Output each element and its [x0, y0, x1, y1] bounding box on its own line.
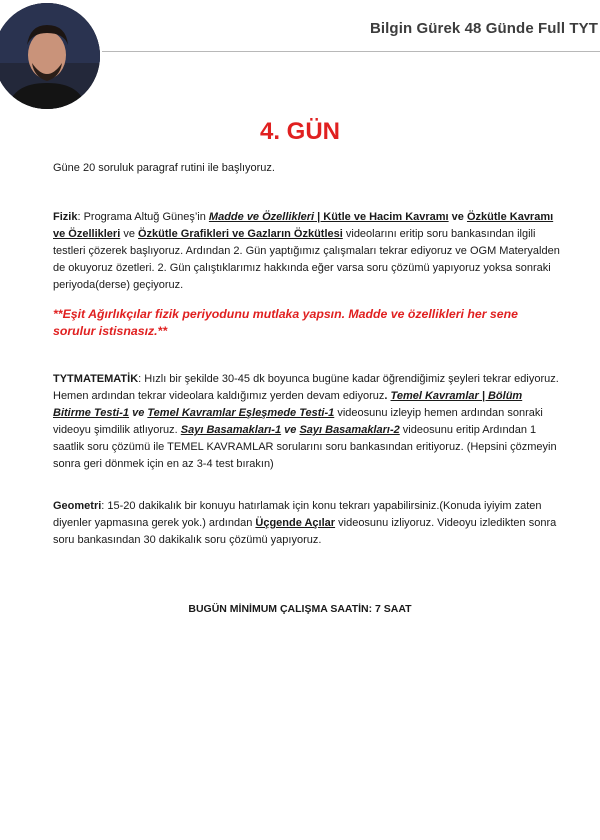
tyt-matematik-paragraph — [53, 371, 563, 473]
document-header-title: Bilgin Gürek 48 Günde Full TYT — [369, 20, 598, 37]
tyt-text-3: videosunu eritip Ardından 1 saatlik soru çözümü ile TEMEL KAVRAMLAR sorularını soru bankasından eritiyoruz. (Hepsini çözmeyin sonra geri dönmek için en az 3-4 test bırakın) — [53, 424, 557, 470]
tyt-ve-2: ve — [281, 424, 300, 436]
geometri-paragraph — [53, 498, 563, 549]
header-divider — [102, 51, 600, 52]
avatar — [0, 3, 100, 109]
link-madde-ozellikleri[interactable]: Madde ve Özellikleri — [208, 211, 315, 223]
warning-note: **Eşit Ağırlıkçılar fizik periyodunu mutlaka yapsın. Madde ve özellikleri her sene sorulur istisnasız.** — [53, 307, 518, 338]
fizik-paragraph — [53, 209, 563, 294]
minimum-study-hours: BUGÜN MİNİMUM ÇALIŞMA SAATİN: 7 SAAT — [188, 603, 412, 615]
intro-paragraph: Güne 20 soruluk paragraf rutini ile başlıyoruz. — [53, 162, 275, 174]
link-sayi-basamaklari-2[interactable]: Sayı Basamakları-2 — [299, 424, 400, 436]
fizik-text-1: : Programa Altuğ Güneş’in — [77, 211, 209, 223]
link-kutle-hacim[interactable]: | Kütle ve Hacim Kavramı — [314, 211, 449, 223]
tyt-matematik-label: TYTMATEMATİK — [53, 373, 139, 385]
geometri-text-1: : 15-20 dakikalık bir konuyu hatırlamak için konu tekrarı yapabilirsiniz.(Konuda iyiyim zaten diyenler yapmasına gerek yok.) ardından — [53, 500, 542, 529]
fizik-text-3: ve — [120, 228, 138, 240]
link-ozkutle-kavrami[interactable]: Özkütle Kavramı ve Özellikleri — [53, 211, 554, 240]
tyt-ve-1: ve — [129, 407, 148, 419]
link-temel-kavramlar-eslesmede[interactable]: Temel Kavramlar Eşleşmede Testi-1 — [147, 407, 335, 419]
tyt-text-2: videosunu izleyip hemen ardından sonraki videoyu şimdilik atlıyoruz. — [53, 407, 543, 436]
fizik-label: Fizik — [53, 211, 78, 223]
link-ozkutle-grafikleri[interactable]: Özkütle Grafikleri ve Gazların Özkütlesi — [138, 228, 343, 240]
tyt-text-1: : Hızlı bir şekilde 30-45 dk boyunca bugüne kadar öğrendiğimiz şeyleri tekrar ediyoruz. Hemen ardından tekrar videolara kaldığımız yerden devam ediyoruz — [53, 373, 559, 402]
geometri-text-2: videosunu izliyoruz. Videoyu izledikten sonra soru bankasından 30 dakikalık soru çözümü yapıyoruz. — [53, 517, 557, 546]
link-sayi-basamaklari-1[interactable]: Sayı Basamakları-1 — [180, 424, 282, 436]
avatar-photo — [0, 3, 100, 109]
tyt-dot: . — [384, 390, 391, 402]
fizik-text-2: ve — [448, 211, 467, 223]
page-title: 4. GÜN — [259, 118, 340, 145]
fizik-text-4: videolarını eritip soru bankasından ilgili testleri çözerek başlıyoruz. Ardından 2. Gün yaptığımız çalışmaları tekrar ediyoruz ve OGM Materyalden de okuyoruz özetleri. 2. Gün çalıştıklarımız hakkında eğer varsa soru çözümü yapıyoruz yoksa sonraki periyoda(derse) geçiyoruz. — [53, 228, 560, 291]
geometri-label: Geometri — [53, 500, 102, 512]
link-ucgende-acilar[interactable]: Üçgende Açılar — [255, 517, 336, 529]
link-temel-kavramlar-bolum-bitirme[interactable]: Temel Kavramlar | Bölüm Bitirme Testi-1 — [53, 390, 523, 419]
